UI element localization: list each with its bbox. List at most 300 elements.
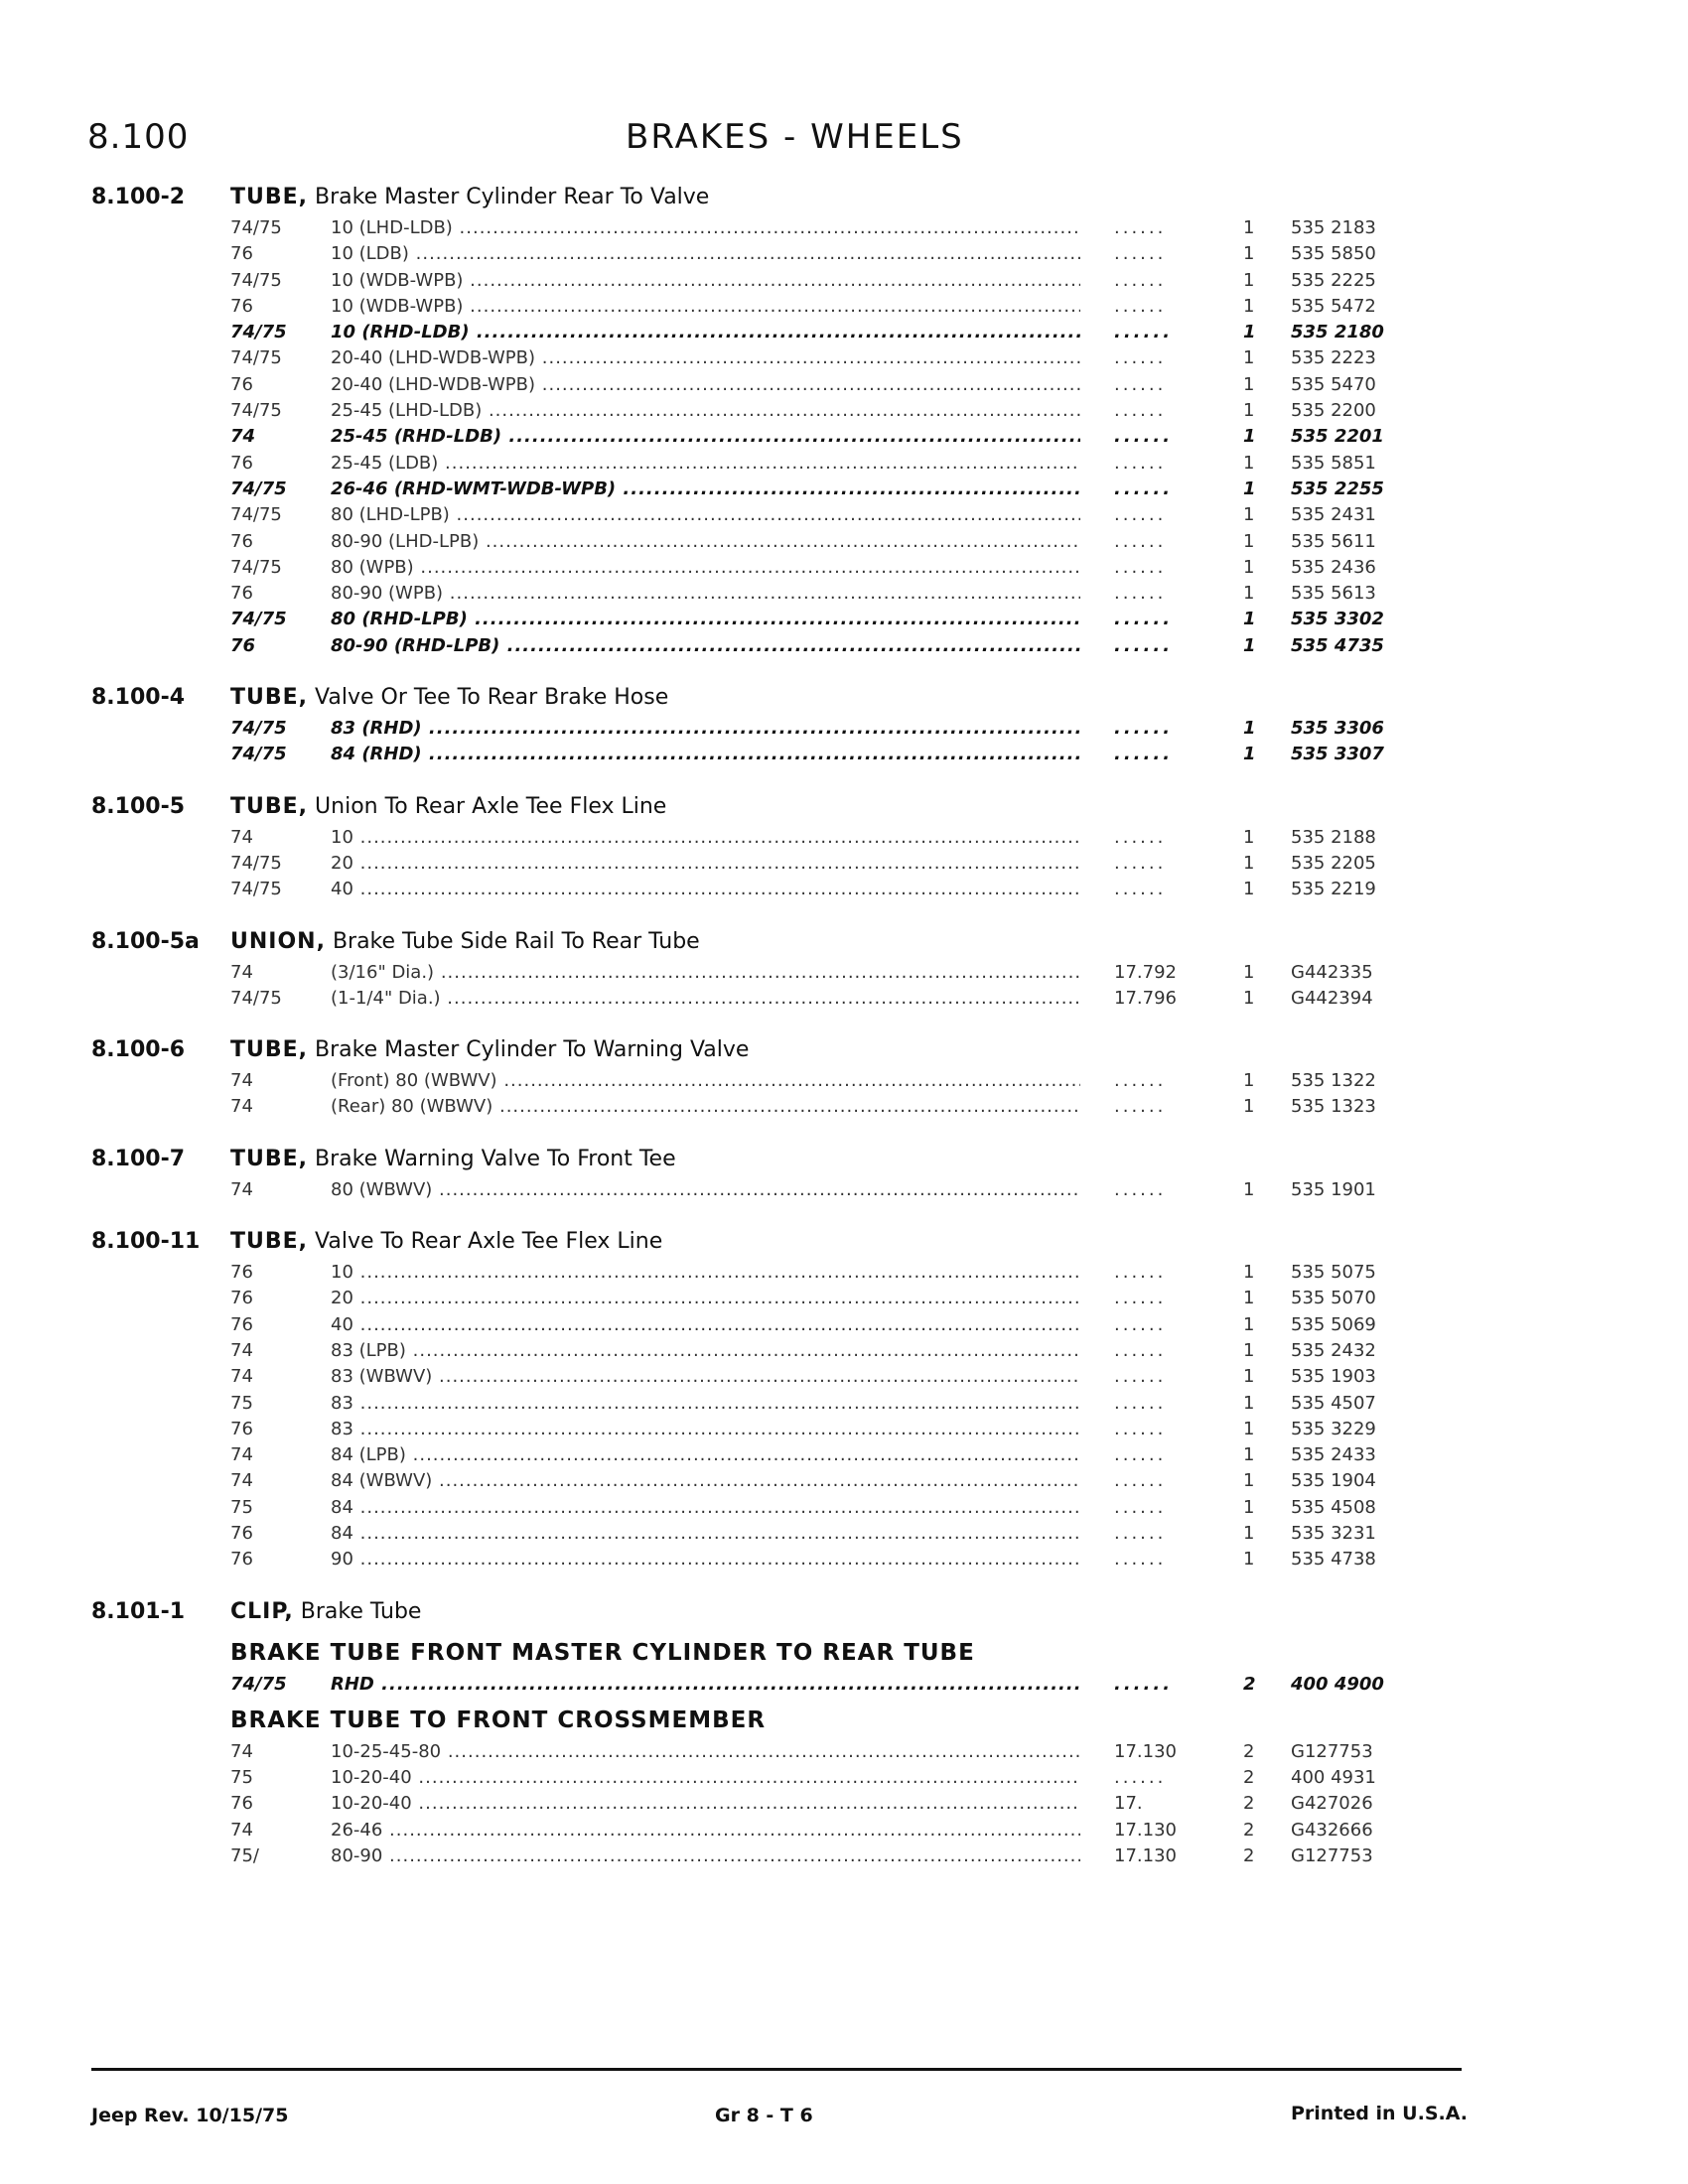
part-name: CLIP,: [230, 1598, 294, 1624]
row-description: 26-46 (RHD-WMT-WDB-WPB) .....: [331, 478, 1080, 499]
part-section: [0, 685, 1688, 768]
part-section: [0, 1229, 1688, 1573]
model-year: 74: [230, 1740, 253, 1762]
part-number: G127753: [1291, 1845, 1373, 1867]
part-row: [0, 1468, 1688, 1494]
model-year: 76: [230, 1793, 253, 1815]
row-description: 83 (WBWV) .....: [331, 1366, 1080, 1387]
section-number: 8.101-1: [91, 1598, 186, 1624]
model-year: 74/75: [230, 478, 287, 499]
part-row: [0, 1286, 1688, 1311]
part-number: 535 3231: [1291, 1522, 1376, 1544]
model-year: 76: [230, 1288, 253, 1309]
part-number: 535 5611: [1291, 530, 1376, 552]
part-row: [0, 1260, 1688, 1286]
quantity: 1: [1243, 1418, 1255, 1439]
model-year: 76: [230, 373, 253, 395]
section-title: [230, 794, 666, 819]
reference-number: ......: [1114, 1070, 1167, 1092]
part-description: Brake Master Cylinder Rear To Valve: [315, 185, 710, 209]
model-year: 74: [230, 1178, 253, 1200]
part-name: TUBE,: [230, 793, 309, 819]
section-number: 8.100-2: [91, 185, 186, 209]
part-section: [0, 1037, 1688, 1121]
section-header: [0, 929, 1688, 960]
part-row: [0, 268, 1688, 294]
part-row: [0, 1442, 1688, 1468]
footer-divider: [91, 2068, 1462, 2071]
section-title: [230, 185, 709, 209]
section-title: [230, 929, 700, 954]
part-row: [0, 1094, 1688, 1120]
row-description: 10 (LHD-LDB) .....: [331, 217, 1080, 238]
model-year: 74: [230, 1096, 253, 1118]
part-name: TUBE,: [230, 1037, 309, 1063]
quantity: 1: [1243, 583, 1255, 605]
reference-number: ......: [1114, 1392, 1167, 1414]
reference-number: ......: [1114, 347, 1167, 369]
quantity: 1: [1243, 1549, 1255, 1570]
reference-number: ......: [1114, 609, 1174, 630]
row-description: 80-90 .....: [331, 1845, 1080, 1866]
reference-number: ......: [1114, 852, 1167, 874]
row-description: RHD .....: [331, 1674, 1080, 1695]
reference-number: ......: [1114, 530, 1167, 552]
row-description: 83 (RHD) .....: [331, 718, 1080, 739]
part-number: 535 5850: [1291, 243, 1376, 265]
part-row: [0, 1818, 1688, 1843]
reference-number: ......: [1114, 1496, 1167, 1518]
reference-number: ......: [1114, 243, 1167, 265]
part-description: Valve Or Tee To Rear Brake Hose: [315, 685, 669, 711]
row-description: 10 (RHD-LDB) .....: [331, 322, 1080, 342]
part-number: 535 2188: [1291, 826, 1376, 848]
part-row: [0, 1391, 1688, 1417]
row-description: 83 .....: [331, 1393, 1080, 1414]
subgroup-title: BRAKE TUBE FRONT MASTER CYLINDER TO REAR TUBE: [230, 1639, 975, 1666]
part-section: [0, 1147, 1688, 1203]
reference-number: 17.130: [1114, 1845, 1177, 1867]
row-description: 10 (WDB-WPB) .....: [331, 270, 1080, 291]
quantity: 1: [1243, 373, 1255, 395]
part-row: [0, 1177, 1688, 1203]
quantity: 1: [1243, 322, 1256, 343]
row-description: 80 (WBWV) .....: [331, 1179, 1080, 1200]
part-row: [0, 877, 1688, 902]
row-description: (Front) 80 (WBWV) .....: [331, 1070, 1080, 1091]
model-year: 74/75: [230, 879, 282, 900]
model-year: 74/75: [230, 1673, 287, 1695]
quantity: 1: [1243, 826, 1255, 848]
section-number: 8.100-7: [91, 1146, 186, 1171]
part-row: [0, 1547, 1688, 1572]
quantity: 1: [1243, 718, 1256, 740]
section-header: [0, 1037, 1688, 1068]
section-header: [0, 1599, 1688, 1630]
quantity: 2: [1243, 1793, 1255, 1815]
part-row: [0, 1765, 1688, 1791]
reference-number: ......: [1114, 826, 1167, 848]
model-year: 75: [230, 1392, 253, 1414]
quantity: 1: [1243, 961, 1255, 983]
model-year: 74/75: [230, 400, 282, 422]
part-number: 535 1903: [1291, 1366, 1376, 1388]
model-year: 76: [230, 1522, 253, 1544]
part-name: TUBE,: [230, 1146, 309, 1171]
reference-number: ......: [1114, 1444, 1167, 1466]
quantity: 1: [1243, 269, 1255, 291]
part-number: 535 5075: [1291, 1262, 1376, 1284]
row-description: 84 (WBWV) .....: [331, 1470, 1080, 1491]
reference-number: ......: [1114, 1096, 1167, 1118]
row-description: 84 .....: [331, 1523, 1080, 1544]
part-number: 535 1323: [1291, 1096, 1376, 1118]
reference-number: ......: [1114, 1673, 1174, 1695]
part-row: [0, 477, 1688, 502]
part-number: 535 2219: [1291, 879, 1376, 900]
section-header: [0, 685, 1688, 716]
quantity: 1: [1243, 452, 1255, 474]
part-number: 535 2431: [1291, 504, 1376, 526]
part-row: [0, 372, 1688, 398]
footer-revision: Jeep Rev. 10/15/75: [91, 2105, 289, 2126]
row-description: 10-25-45-80 .....: [331, 1741, 1080, 1762]
part-section: [0, 929, 1688, 1013]
model-year: 74: [230, 961, 253, 983]
row-description: 80-90 (LHD-LPB) .....: [331, 531, 1080, 552]
model-year: 74: [230, 826, 253, 848]
reference-number: ......: [1114, 879, 1167, 900]
part-number: 535 2200: [1291, 400, 1376, 422]
row-description: 40 .....: [331, 1314, 1080, 1335]
page-section-number: 8.100: [87, 117, 190, 157]
part-number: 535 2255: [1291, 478, 1384, 499]
part-row: [0, 1417, 1688, 1442]
model-year: 75: [230, 1496, 253, 1518]
quantity: 1: [1243, 1392, 1255, 1414]
part-number: 535 5851: [1291, 452, 1376, 474]
reference-number: ......: [1114, 718, 1174, 740]
section-title: [230, 1147, 676, 1171]
model-year: 74: [230, 1339, 253, 1361]
page-title: BRAKES - WHEELS: [626, 117, 964, 157]
section-number: 8.100-11: [91, 1229, 201, 1255]
model-year: 74/75: [230, 217, 282, 238]
part-section: [0, 1599, 1688, 1870]
model-year: 74: [230, 1470, 253, 1492]
part-number: 535 4735: [1291, 634, 1384, 656]
part-row: [0, 529, 1688, 555]
part-number: 535 5070: [1291, 1288, 1376, 1309]
part-row: [0, 825, 1688, 851]
part-description: Valve To Rear Axle Tee Flex Line: [315, 1229, 663, 1255]
row-description: 90 .....: [331, 1549, 1080, 1570]
reference-number: ......: [1114, 1549, 1167, 1570]
part-section: [0, 794, 1688, 903]
model-year: 75: [230, 1767, 253, 1789]
part-number: 535 2433: [1291, 1444, 1376, 1466]
model-year: 74/75: [230, 269, 282, 291]
part-description: Brake Tube Side Rail To Rear Tube: [332, 928, 700, 954]
part-number: 535 5472: [1291, 295, 1376, 317]
reference-number: ......: [1114, 322, 1174, 343]
subgroup-title: BRAKE TUBE TO FRONT CROSSMEMBER: [230, 1706, 767, 1733]
part-number: 535 4738: [1291, 1549, 1376, 1570]
row-description: 20 .....: [331, 1288, 1080, 1308]
row-description: 84 (LPB) .....: [331, 1444, 1080, 1465]
row-description: 80 (WPB) .....: [331, 557, 1080, 578]
section-header: [0, 185, 1688, 215]
quantity: 1: [1243, 1313, 1255, 1335]
quantity: 1: [1243, 347, 1255, 369]
model-year: 74: [230, 1444, 253, 1466]
part-number: 400 4931: [1291, 1767, 1376, 1789]
quantity: 1: [1243, 1496, 1255, 1518]
part-number: G127753: [1291, 1740, 1373, 1762]
reference-number: ......: [1114, 373, 1167, 395]
part-row: [0, 1672, 1688, 1698]
reference-number: ......: [1114, 1767, 1167, 1789]
quantity: 1: [1243, 1262, 1255, 1284]
reference-number: ......: [1114, 217, 1167, 238]
reference-number: ......: [1114, 583, 1167, 605]
part-row: [0, 1364, 1688, 1390]
part-row: [0, 742, 1688, 767]
reference-number: 17.792: [1114, 961, 1177, 983]
row-description: (3/16" Dia.) .....: [331, 962, 1080, 983]
part-number: G432666: [1291, 1819, 1373, 1841]
reference-number: ......: [1114, 1262, 1167, 1284]
model-year: 74/75: [230, 609, 287, 630]
reference-number: 17.130: [1114, 1819, 1177, 1841]
part-number: 535 2180: [1291, 322, 1384, 343]
part-row: [0, 345, 1688, 371]
row-description: 10 .....: [331, 1262, 1080, 1283]
row-description: 10-20-40 .....: [331, 1767, 1080, 1788]
model-year: 76: [230, 295, 253, 317]
model-year: 74/75: [230, 987, 282, 1009]
part-number: 535 2201: [1291, 426, 1384, 448]
part-number: 400 4900: [1291, 1673, 1384, 1695]
part-number: 535 3307: [1291, 744, 1384, 765]
model-year: 76: [230, 530, 253, 552]
part-name: UNION,: [230, 928, 326, 954]
part-row: [0, 633, 1688, 659]
section-number: 8.100-5: [91, 793, 186, 819]
part-number: 535 2205: [1291, 852, 1376, 874]
quantity: 1: [1243, 556, 1255, 578]
part-name: TUBE,: [230, 1229, 309, 1255]
part-number: 535 3302: [1291, 609, 1384, 630]
quantity: 1: [1243, 530, 1255, 552]
reference-number: ......: [1114, 295, 1167, 317]
part-section: [0, 185, 1688, 659]
part-number: 535 2225: [1291, 269, 1376, 291]
row-description: 10-20-40 .....: [331, 1793, 1080, 1814]
reference-number: 17.130: [1114, 1740, 1177, 1762]
reference-number: ......: [1114, 1366, 1167, 1388]
row-description: 25-45 (RHD-LDB) .....: [331, 426, 1080, 447]
part-row: [0, 241, 1688, 267]
part-number: 535 2223: [1291, 347, 1376, 369]
model-year: 76: [230, 1418, 253, 1439]
reference-number: ......: [1114, 1313, 1167, 1335]
reference-number: ......: [1114, 452, 1167, 474]
part-number: 535 2436: [1291, 556, 1376, 578]
part-name: TUBE,: [230, 185, 309, 209]
quantity: 1: [1243, 987, 1255, 1009]
model-year: 76: [230, 1262, 253, 1284]
footer-printed: Printed in U.S.A.: [1291, 2103, 1468, 2124]
part-row: [0, 320, 1688, 345]
quantity: 1: [1243, 243, 1255, 265]
reference-number: ......: [1114, 504, 1167, 526]
model-year: 74/75: [230, 744, 287, 765]
quantity: 2: [1243, 1819, 1255, 1841]
footer-group-page: Gr 8 - T 6: [715, 2105, 813, 2126]
part-number: 535 3229: [1291, 1418, 1376, 1439]
part-description: Brake Warning Valve To Front Tee: [315, 1146, 676, 1171]
reference-number: ......: [1114, 744, 1174, 765]
part-row: [0, 986, 1688, 1012]
row-description: 84 (RHD) .....: [331, 744, 1080, 764]
part-row: [0, 398, 1688, 424]
reference-number: ......: [1114, 426, 1174, 448]
quantity: 1: [1243, 1522, 1255, 1544]
parts-list: [0, 185, 1688, 1895]
quantity: 1: [1243, 879, 1255, 900]
part-row: [0, 1739, 1688, 1765]
section-title: [230, 685, 668, 710]
part-row: [0, 502, 1688, 528]
model-year: 74: [230, 426, 256, 448]
quantity: 1: [1243, 1366, 1255, 1388]
model-year: 74/75: [230, 322, 287, 343]
row-description: 10 (LDB) .....: [331, 243, 1080, 264]
part-number: 535 1904: [1291, 1470, 1376, 1492]
model-year: 74/75: [230, 556, 282, 578]
part-description: Union To Rear Axle Tee Flex Line: [315, 793, 667, 819]
reference-number: ......: [1114, 269, 1167, 291]
quantity: 2: [1243, 1845, 1255, 1867]
model-year: 75/: [230, 1845, 259, 1867]
quantity: 1: [1243, 1070, 1255, 1092]
quantity: 1: [1243, 400, 1255, 422]
quantity: 1: [1243, 1470, 1255, 1492]
part-row: [0, 960, 1688, 986]
quantity: 1: [1243, 217, 1255, 238]
part-number: 535 4507: [1291, 1392, 1376, 1414]
section-number: 8.100-6: [91, 1037, 186, 1063]
quantity: 1: [1243, 1339, 1255, 1361]
reference-number: ......: [1114, 1178, 1167, 1200]
model-year: 76: [230, 452, 253, 474]
model-year: 74/75: [230, 347, 282, 369]
model-year: 76: [230, 1549, 253, 1570]
quantity: 1: [1243, 744, 1256, 765]
model-year: 74/75: [230, 852, 282, 874]
section-header: [0, 794, 1688, 825]
quantity: 1: [1243, 295, 1255, 317]
reference-number: ......: [1114, 1339, 1167, 1361]
part-row: [0, 716, 1688, 742]
model-year: 76: [230, 634, 256, 656]
part-number: 535 4508: [1291, 1496, 1376, 1518]
model-year: 74: [230, 1070, 253, 1092]
part-number: 535 5069: [1291, 1313, 1376, 1335]
row-description: 80-90 (WPB) .....: [331, 583, 1080, 604]
section-header: [0, 1229, 1688, 1260]
part-description: Brake Master Cylinder To Warning Valve: [315, 1037, 750, 1063]
model-year: 74/75: [230, 504, 282, 526]
part-row: [0, 215, 1688, 241]
row-description: 20-40 (LHD-WDB-WPB) .....: [331, 374, 1080, 395]
part-description: Brake Tube: [300, 1598, 422, 1624]
quantity: 1: [1243, 504, 1255, 526]
reference-number: ......: [1114, 478, 1174, 499]
row-description: 84 .....: [331, 1497, 1080, 1518]
part-row: [0, 1312, 1688, 1338]
part-row: [0, 555, 1688, 581]
row-description: 25-45 (LDB) .....: [331, 453, 1080, 474]
quantity: 1: [1243, 634, 1256, 656]
part-row: [0, 1495, 1688, 1521]
row-description: 80 (RHD-LPB) .....: [331, 609, 1080, 629]
quantity: 2: [1243, 1767, 1255, 1789]
part-row: [0, 607, 1688, 632]
row-description: 25-45 (LHD-LDB) .....: [331, 400, 1080, 421]
model-year: 76: [230, 1313, 253, 1335]
part-number: G442335: [1291, 961, 1373, 983]
section-title: [230, 1229, 662, 1254]
section-number: 8.100-5a: [91, 928, 200, 954]
section-title: [230, 1599, 421, 1624]
quantity: 1: [1243, 852, 1255, 874]
row-description: 80-90 (RHD-LPB) .....: [331, 635, 1080, 656]
reference-number: ......: [1114, 1288, 1167, 1309]
quantity: 2: [1243, 1673, 1256, 1695]
row-description: 83 .....: [331, 1419, 1080, 1439]
reference-number: ......: [1114, 556, 1167, 578]
part-number: G427026: [1291, 1793, 1373, 1815]
part-number: 535 1901: [1291, 1178, 1376, 1200]
part-row: [0, 581, 1688, 607]
part-row: [0, 1843, 1688, 1869]
reference-number: ......: [1114, 1418, 1167, 1439]
row-description: (1-1/4" Dia.) .....: [331, 988, 1080, 1009]
row-description: 20-40 (LHD-WDB-WPB) .....: [331, 347, 1080, 368]
model-year: 76: [230, 243, 253, 265]
quantity: 1: [1243, 609, 1256, 630]
row-description: 83 (LPB) .....: [331, 1340, 1080, 1361]
reference-number: 17.796: [1114, 987, 1177, 1009]
reference-number: ......: [1114, 634, 1174, 656]
reference-number: ......: [1114, 400, 1167, 422]
part-row: [0, 424, 1688, 450]
part-row: [0, 451, 1688, 477]
part-row: [0, 851, 1688, 877]
part-name: TUBE,: [230, 685, 309, 711]
part-number: 535 2183: [1291, 217, 1376, 238]
model-year: 74: [230, 1366, 253, 1388]
reference-number: ......: [1114, 1470, 1167, 1492]
part-number: 535 3306: [1291, 718, 1384, 740]
quantity: 1: [1243, 478, 1256, 499]
model-year: 74: [230, 1819, 253, 1841]
quantity: 1: [1243, 1444, 1255, 1466]
part-number: 535 5470: [1291, 373, 1376, 395]
row-description: 20 .....: [331, 853, 1080, 874]
